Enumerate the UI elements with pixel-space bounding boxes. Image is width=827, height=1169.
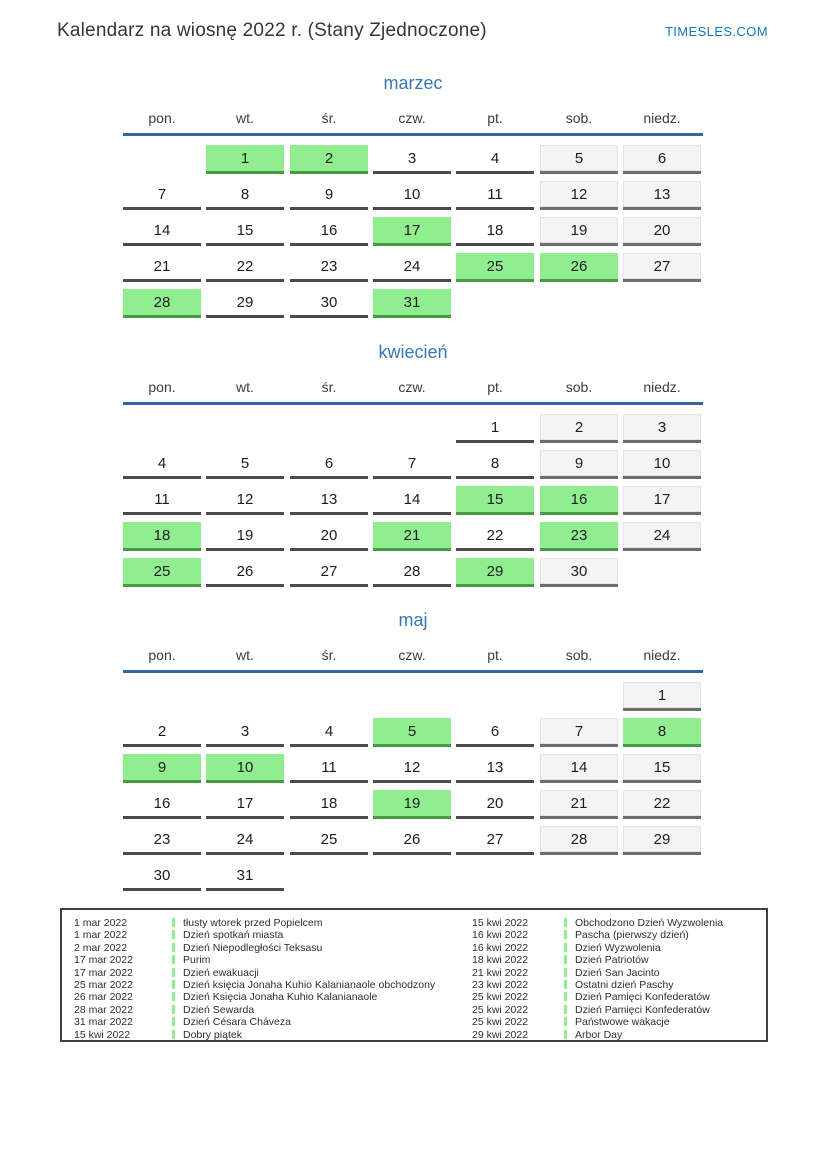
- day-cell: 10: [373, 181, 451, 210]
- day-cell: 1: [623, 682, 701, 711]
- legend-holiday-name: Obchodzono Dzień Wyzwolenia: [575, 917, 724, 929]
- day-cell: 6: [623, 145, 701, 174]
- legend-column-right: [472, 917, 723, 1041]
- legend-row: [74, 929, 435, 941]
- day-cell: 20: [456, 790, 534, 819]
- weekday-row: [123, 110, 703, 128]
- day-cell: 6: [290, 450, 368, 479]
- legend-column-left: [74, 917, 435, 1041]
- day-cell: 31: [206, 862, 284, 891]
- legend-holiday-name: Dzień Pamięci Konfederatów: [575, 1003, 710, 1016]
- weekday-label: pt.: [487, 110, 503, 126]
- day-cell: 19: [373, 790, 451, 819]
- day-cell: 24: [373, 253, 451, 282]
- day-cell: 2: [123, 718, 201, 747]
- legend-holiday-name: Arbor Day: [575, 1028, 623, 1041]
- day-cell: 1: [206, 145, 284, 174]
- weekday-label: śr.: [321, 110, 337, 126]
- day-cell: 12: [206, 486, 284, 515]
- holiday-tick-icon: [564, 992, 567, 1001]
- weekday-label: pon.: [148, 379, 176, 395]
- day-cell: 14: [540, 754, 618, 783]
- legend-date: 31 mar 2022: [74, 1016, 133, 1029]
- day-cell: 10: [206, 754, 284, 783]
- day-cell: 24: [623, 522, 701, 551]
- day-cell: 13: [623, 181, 701, 210]
- day-cell: 29: [206, 289, 284, 318]
- day-cell: 12: [540, 181, 618, 210]
- legend-row: [74, 967, 435, 979]
- day-cell: 23: [123, 826, 201, 855]
- weekday-label: sob.: [565, 647, 593, 663]
- legend-date: 25 kwi 2022: [472, 1003, 529, 1016]
- day-cell: 11: [123, 486, 201, 515]
- weekday-label: czw.: [398, 647, 426, 663]
- day-cell: 20: [290, 522, 368, 551]
- weekday-label: śr.: [321, 647, 337, 663]
- holiday-tick-icon: [172, 943, 175, 952]
- legend-holiday-name: Dzień Césara Cháveza: [183, 1016, 291, 1029]
- weekday-label: sob.: [565, 110, 593, 126]
- day-cell: 29: [456, 558, 534, 587]
- day-cell: 15: [206, 217, 284, 246]
- legend-date: 15 kwi 2022: [74, 1028, 131, 1041]
- day-cell: 28: [123, 289, 201, 318]
- day-cell: 7: [540, 718, 618, 747]
- holiday-tick-icon: [172, 1005, 175, 1014]
- legend-holiday-name: Pascha (pierwszy dzień): [575, 929, 689, 942]
- weekday-divider-rule: [123, 133, 703, 136]
- day-cell: 8: [623, 718, 701, 747]
- weekday-label: pt.: [487, 379, 503, 395]
- legend-row: [472, 954, 723, 966]
- day-cell: 29: [623, 826, 701, 855]
- day-cell: 18: [123, 522, 201, 551]
- weekday-row: [123, 379, 703, 397]
- day-cell: 25: [123, 558, 201, 587]
- weekday-label: niedz.: [643, 647, 681, 663]
- day-cell: 12: [373, 754, 451, 783]
- legend-date: 1 mar 2022: [74, 929, 128, 942]
- day-cell: 23: [540, 522, 618, 551]
- legend-date: 17 mar 2022: [74, 966, 133, 979]
- day-cell: 21: [540, 790, 618, 819]
- day-cell: 14: [373, 486, 451, 515]
- day-cell: 31: [373, 289, 451, 318]
- day-cell: 22: [456, 522, 534, 551]
- holiday-tick-icon: [564, 968, 567, 977]
- holiday-tick-icon: [172, 992, 175, 1001]
- day-cell: 6: [456, 718, 534, 747]
- month-title: maj: [398, 610, 428, 630]
- day-cell: 18: [290, 790, 368, 819]
- day-cell: 28: [373, 558, 451, 587]
- weekday-label: niedz.: [643, 379, 681, 395]
- day-cell: 8: [206, 181, 284, 210]
- legend-holiday-name: Dzień Księcia Jonaha Kuhio Kalanianaole: [183, 991, 378, 1004]
- day-cell: 30: [290, 289, 368, 318]
- day-cell: 19: [206, 522, 284, 551]
- day-cell: 30: [123, 862, 201, 891]
- day-cell: 7: [373, 450, 451, 479]
- legend-date: 1 mar 2022: [74, 917, 128, 929]
- day-cell: 27: [623, 253, 701, 282]
- day-cell: 7: [123, 181, 201, 210]
- weekday-label: wt.: [236, 647, 254, 663]
- page-title: Kalendarz na wiosnę 2022 r. (Stany Zjednoczone): [57, 20, 487, 41]
- weekday-label: śr.: [321, 379, 337, 395]
- legend-row: [74, 1029, 435, 1041]
- legend-row: [74, 942, 435, 954]
- day-cell: 22: [206, 253, 284, 282]
- holiday-tick-icon: [564, 918, 567, 927]
- legend-row: [472, 1016, 723, 1028]
- day-cell: 30: [540, 558, 618, 587]
- day-cell: 3: [373, 145, 451, 174]
- holiday-tick-icon: [172, 955, 175, 964]
- day-cell: 15: [623, 754, 701, 783]
- legend-row: [472, 942, 723, 954]
- weekday-label: wt.: [236, 379, 254, 395]
- legend-row: [74, 1004, 435, 1016]
- legend-date: 28 mar 2022: [74, 1003, 133, 1016]
- weekday-label: pon.: [148, 647, 176, 663]
- legend-date: 15 kwi 2022: [472, 917, 529, 929]
- legend-date: 25 mar 2022: [74, 978, 133, 991]
- day-cell: 9: [540, 450, 618, 479]
- day-cell: 4: [123, 450, 201, 479]
- day-cell: 18: [456, 217, 534, 246]
- day-cell: 14: [123, 217, 201, 246]
- weekday-label: czw.: [398, 379, 426, 395]
- legend-holiday-name: Ostatni dzień Paschy: [575, 978, 674, 991]
- holiday-tick-icon: [564, 980, 567, 989]
- legend-row: [74, 917, 435, 929]
- day-cell: 16: [290, 217, 368, 246]
- day-cell: 3: [623, 414, 701, 443]
- day-cell: 2: [540, 414, 618, 443]
- legend-holiday-name: Dzień Sewarda: [183, 1003, 255, 1016]
- weekday-label: niedz.: [643, 110, 681, 126]
- legend-date: 25 kwi 2022: [472, 991, 529, 1004]
- legend-row: [74, 954, 435, 966]
- day-cell: 5: [206, 450, 284, 479]
- legend-holiday-name: Dzień spotkań miasta: [183, 929, 284, 942]
- day-cell: 21: [373, 522, 451, 551]
- legend-holiday-name: Dzień Wyzwolenia: [575, 941, 661, 954]
- day-cell: 16: [123, 790, 201, 819]
- weekday-label: pon.: [148, 110, 176, 126]
- holiday-tick-icon: [564, 943, 567, 952]
- legend-row: [472, 917, 723, 929]
- day-cell: 5: [373, 718, 451, 747]
- weekday-row: [123, 647, 703, 665]
- day-cell: 17: [373, 217, 451, 246]
- legend-box: [60, 908, 768, 1042]
- legend-date: 25 kwi 2022: [472, 1016, 529, 1029]
- day-cell: 4: [290, 718, 368, 747]
- day-cell: 13: [456, 754, 534, 783]
- legend-row: [472, 1029, 723, 1041]
- day-cell: 9: [123, 754, 201, 783]
- legend-holiday-name: Purim: [183, 954, 211, 967]
- day-cell: 25: [290, 826, 368, 855]
- legend-date: 23 kwi 2022: [472, 978, 529, 991]
- month-title: marzec: [383, 73, 443, 93]
- weekday-label: pt.: [487, 647, 503, 663]
- holiday-tick-icon: [564, 930, 567, 939]
- day-cell: 23: [290, 253, 368, 282]
- day-cell: 11: [290, 754, 368, 783]
- legend-holiday-name: Dzień Niepodległości Teksasu: [183, 941, 323, 954]
- weekday-divider-rule: [123, 670, 703, 673]
- holiday-tick-icon: [172, 1017, 175, 1026]
- holiday-tick-icon: [564, 1017, 567, 1026]
- legend-holiday-name: Dzień księcia Jonaha Kuhio Kalanianaole obchodzony: [183, 978, 436, 991]
- day-cell: 26: [540, 253, 618, 282]
- day-cell: 26: [206, 558, 284, 587]
- legend-row: [472, 991, 723, 1003]
- day-cell: 11: [456, 181, 534, 210]
- weekday-label: wt.: [236, 110, 254, 126]
- day-cell: 3: [206, 718, 284, 747]
- brand-link[interactable]: TIMESLES.COM: [664, 24, 768, 39]
- legend-row: [472, 929, 723, 941]
- weekday-label: czw.: [398, 110, 426, 126]
- weekday-divider-rule: [123, 402, 703, 405]
- legend-date: 2 mar 2022: [74, 941, 128, 954]
- day-cell: 27: [456, 826, 534, 855]
- legend-holiday-name: Dzień Patriotów: [575, 954, 649, 967]
- legend-holiday-name: Dobry piątek: [183, 1028, 242, 1041]
- holiday-tick-icon: [172, 968, 175, 977]
- legend-row: [472, 967, 723, 979]
- day-cell: 1: [456, 414, 534, 443]
- day-cell: 28: [540, 826, 618, 855]
- day-cell: 24: [206, 826, 284, 855]
- legend-date: 16 kwi 2022: [472, 941, 529, 954]
- day-cell: 9: [290, 181, 368, 210]
- legend-row: [472, 1004, 723, 1016]
- legend-row: [74, 979, 435, 991]
- day-cell: 25: [456, 253, 534, 282]
- holiday-tick-icon: [172, 980, 175, 989]
- day-cell: 13: [290, 486, 368, 515]
- holiday-tick-icon: [564, 955, 567, 964]
- legend-date: 16 kwi 2022: [472, 929, 529, 942]
- legend-date: 18 kwi 2022: [472, 954, 529, 967]
- legend-row: [74, 1016, 435, 1028]
- day-cell: 4: [456, 145, 534, 174]
- day-cell: 15: [456, 486, 534, 515]
- holiday-tick-icon: [564, 1005, 567, 1014]
- day-cell: 10: [623, 450, 701, 479]
- day-cell: 21: [123, 253, 201, 282]
- month-title: kwiecień: [378, 342, 448, 362]
- day-cell: 20: [623, 217, 701, 246]
- day-cell: 16: [540, 486, 618, 515]
- legend-date: 29 kwi 2022: [472, 1028, 529, 1041]
- day-cell: 26: [373, 826, 451, 855]
- day-cell: 22: [623, 790, 701, 819]
- day-cell: 17: [206, 790, 284, 819]
- holiday-tick-icon: [172, 1030, 175, 1039]
- legend-date: 17 mar 2022: [74, 954, 133, 967]
- legend-row: [472, 979, 723, 991]
- holiday-tick-icon: [564, 1030, 567, 1039]
- holiday-tick-icon: [172, 930, 175, 939]
- day-cell: 8: [456, 450, 534, 479]
- legend-holiday-name: Dzień ewakuacji: [183, 966, 259, 979]
- legend-holiday-name: Dzień San Jacinto: [575, 966, 660, 979]
- day-cell: 2: [290, 145, 368, 174]
- day-cell: 5: [540, 145, 618, 174]
- weekday-label: sob.: [565, 379, 593, 395]
- day-cell: 19: [540, 217, 618, 246]
- day-cell: 17: [623, 486, 701, 515]
- legend-row: [74, 991, 435, 1003]
- legend-holiday-name: Państwowe wakacje: [575, 1016, 670, 1029]
- legend-holiday-name: Dzień Pamięci Konfederatów: [575, 991, 710, 1004]
- legend-holiday-name: tłusty wtorek przed Popielcem: [183, 917, 323, 929]
- day-cell: 27: [290, 558, 368, 587]
- holiday-tick-icon: [172, 918, 175, 927]
- legend-date: 26 mar 2022: [74, 991, 133, 1004]
- legend-date: 21 kwi 2022: [472, 966, 529, 979]
